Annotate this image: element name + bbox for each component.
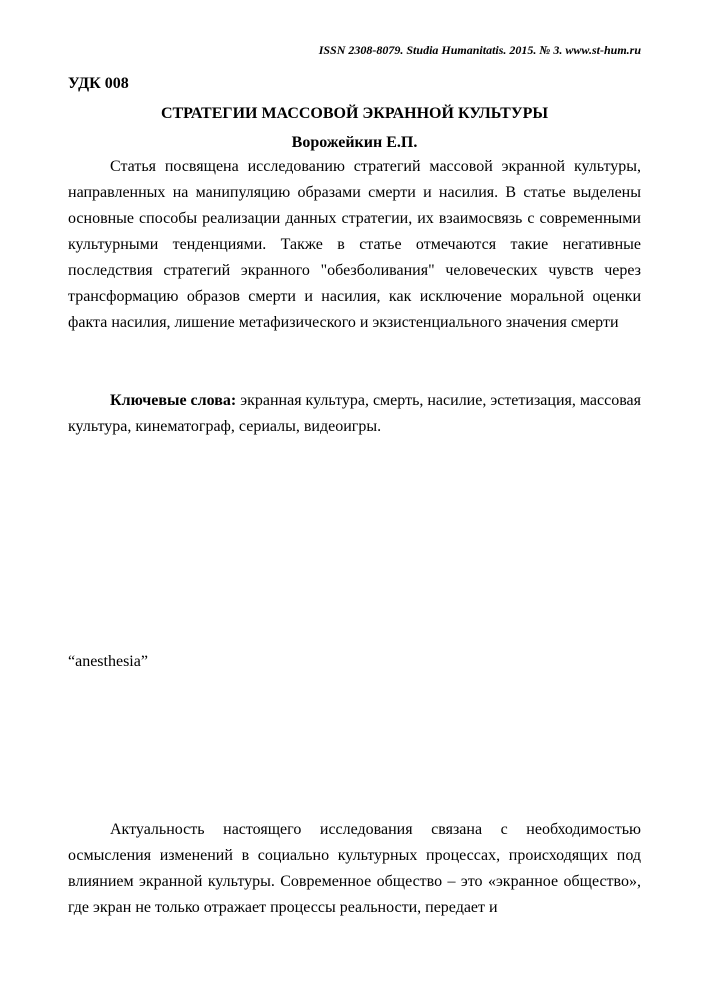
body-paragraph: Актуальность настоящего исследования связана с необходимостью осмысления изменений в социально культурных процессах, происходящих под влиянием экранной культуры. Современное общество – это «экранное общество», где экран не только отражает процессы реальности, передает и [68, 821, 641, 916]
abstract-paragraph: Статья посвящена исследованию стратегий массовой экранной культуры, направленных на манипуляцию образами смерти и насилия. В статье выделены основные способы реализации данных стратегии, их взаимосвязь с современными культурными тенденциями. Также в статье отмечаются такие негативные последствия стратегий экранного "обезболивания" человеческих чувств через трансформацию образов смерти и насилия, как исключение моральной оценки факта насилия, лишение метафизического и экзистенциального значения смерти [68, 158, 641, 331]
isolated-term: “anesthesia” [68, 653, 148, 670]
keywords-text: экранная культура, смерть, насилие, эстетизация, массовая культура, кинематограф, сериалы, видеоигры. [68, 392, 642, 435]
journal-header: ISSN 2308-8079. Studia Humanitatis. 2015. № 3. www.st-hum.ru [318, 43, 641, 57]
udk-code: УДК 008 [68, 75, 129, 92]
article-author: Ворожейкин Е.П. [291, 134, 418, 151]
article-title: СТРАТЕГИИ МАССОВОЙ ЭКРАННОЙ КУЛЬТУРЫ [160, 105, 549, 122]
keywords-paragraph [68, 388, 641, 440]
keywords-label: Ключевые слова: [110, 392, 237, 409]
